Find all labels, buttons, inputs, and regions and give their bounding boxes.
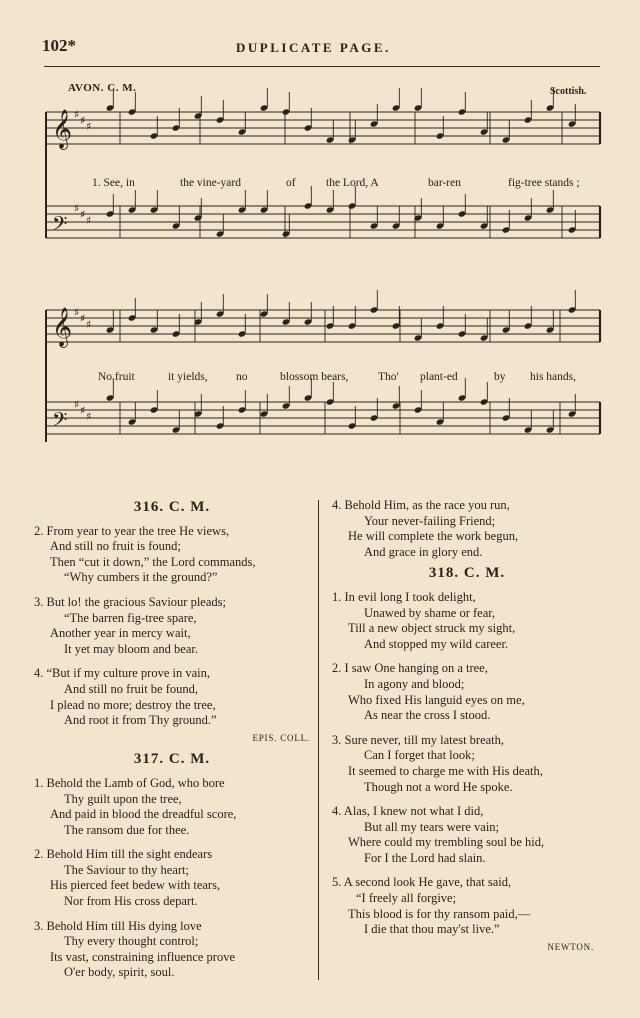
verse-line: “The barren fig-tree spare,	[64, 610, 197, 625]
sharp-icon: ♯	[80, 404, 86, 417]
verse-line: Though not a word He spoke.	[364, 779, 513, 794]
verse-line: Your never-failing Friend;	[364, 513, 496, 528]
lyric-syllable: blossom bears,	[280, 371, 349, 383]
left-column	[34, 494, 310, 990]
verse-line: “Why cumbers it the ground?”	[64, 570, 218, 585]
verse-line: 4. Behold Him, as the race you run,	[332, 498, 510, 512]
lyric-syllable: 1. See, in	[92, 177, 135, 189]
right-column	[332, 498, 602, 955]
hymn-318-title: 318. C. M.	[428, 565, 506, 582]
verse-line: Then “cut it down,” the Lord commands,	[50, 554, 256, 569]
stanza	[332, 804, 602, 866]
hymn-318-attribution: NEWTON.	[547, 941, 594, 952]
page-title: DUPLICATE PAGE.	[236, 40, 391, 55]
verse-line: Till a new object struck my sight,	[348, 621, 516, 636]
tune-composer: Scottish.	[550, 86, 587, 97]
verse-line: Who fixed His languid eyes on me,	[348, 692, 525, 707]
verse-line: The ransom due for thee.	[64, 822, 190, 837]
verse-line: And paid in blood the dreadful score,	[50, 807, 237, 822]
lyric-syllable: plant-ed	[420, 371, 458, 383]
stanza	[34, 776, 310, 838]
sharp-icon: ♯	[80, 208, 86, 221]
lyric-syllable: bar-ren	[428, 177, 461, 189]
verse-line: For I the Lord had slain.	[364, 850, 486, 865]
stanza	[34, 595, 310, 657]
hymn-316-attribution: EPIS. COLL.	[252, 732, 310, 743]
verse-line: Nor from His cross depart.	[64, 894, 198, 909]
treble-clef-icon: 𝄞	[52, 307, 73, 347]
stanza	[34, 919, 310, 981]
verse-line: 2. Behold Him till the sight endears	[34, 847, 213, 862]
lyric-syllable: of	[286, 177, 296, 189]
verse-line: And still no fruit is found;	[50, 539, 181, 554]
treble-clef-icon: 𝄞	[52, 109, 73, 149]
verse-line: Thy every thought control;	[64, 934, 199, 949]
lyric-syllable: No fruit	[98, 371, 135, 383]
verse-line: In agony and blood;	[364, 676, 465, 691]
verse-line: Another year in mercy wait,	[50, 626, 191, 641]
verse-line: 3. Behold Him till His dying love	[34, 918, 202, 933]
music-score	[0, 0, 640, 460]
verse-line: And grace in glory end.	[364, 544, 483, 559]
verse-line: His pierced feet bedew with tears,	[50, 878, 221, 893]
verse-line: 2. I saw One hanging on a tree,	[332, 661, 488, 676]
stanza	[332, 590, 602, 652]
stanza	[34, 847, 310, 909]
stanza	[34, 524, 310, 586]
page-number: 102*	[42, 36, 76, 55]
sharp-icon: ♯	[74, 108, 80, 121]
verse-line: 3. Sure never, till my latest breath,	[332, 732, 505, 747]
verse-line: 3. But lo! the gracious Saviour pleads;	[34, 594, 226, 609]
lyric-syllable: fig-tree stands ;	[508, 177, 580, 189]
sharp-icon: ♯	[86, 410, 92, 423]
verse-line: “I freely all forgive;	[356, 891, 457, 906]
lyric-syllable: Tho'	[378, 371, 399, 383]
hymn-317-title: 317. C. M.	[133, 751, 211, 768]
verse-line: Where could my trembling soul be hid,	[348, 835, 545, 850]
verse-line: This blood is for thy ransom paid,—	[348, 906, 531, 921]
verse-line: The Saviour to thy heart;	[64, 862, 189, 877]
sharp-icon: ♯	[74, 306, 80, 319]
verse-line: And stopped my wild career.	[364, 636, 509, 651]
verse-line: As near the cross I stood.	[364, 708, 491, 723]
verse-line: And still no fruit be found,	[64, 681, 199, 696]
lyric-syllable: the Lord, A	[326, 177, 379, 189]
verse-line: 1. Behold the Lamb of God, who bore	[34, 775, 225, 790]
verse-line: 4. Alas, I knew not what I did,	[332, 804, 484, 819]
verse-line: Can I forget that look;	[364, 748, 475, 763]
sharp-icon: ♯	[74, 202, 80, 215]
verse-line: 5. A second look He gave, that said,	[332, 875, 512, 890]
sharp-icon: ♯	[86, 120, 92, 133]
hymn-316-title: 316. C. M.	[133, 499, 211, 515]
sharp-icon: ♯	[80, 114, 86, 127]
sharp-icon: ♯	[74, 398, 80, 411]
verse-line: O'er body, spirit, soul.	[64, 965, 175, 980]
verse-line: And root it from Thy ground.”	[64, 713, 217, 728]
lyric-syllable: by	[494, 371, 506, 383]
verse-line: He will complete the work begun,	[348, 529, 519, 544]
verse-line: I die that thou may'st live.”	[364, 922, 500, 937]
verse-line: It seemed to charge me with His death,	[348, 763, 543, 778]
verse-line: But all my tears were vain;	[364, 819, 500, 834]
lyric-syllable: it yields,	[168, 371, 208, 383]
verse-line: 2. From year to year the tree He views,	[34, 523, 230, 538]
stanza	[332, 733, 602, 795]
verse-line: It yet may bloom and bear.	[64, 641, 198, 656]
lyric-syllable: the vine-yard	[180, 177, 241, 189]
lyric-syllable: his hands,	[530, 371, 576, 383]
stanza	[332, 875, 602, 937]
verse-line: 4. “But if my culture prove in vain,	[34, 666, 211, 681]
verse-line: Thy guilt upon the tree,	[64, 791, 182, 806]
bass-clef-icon: 𝄢	[52, 212, 68, 240]
sharp-icon: ♯	[86, 214, 92, 227]
sharp-icon: ♯	[86, 318, 92, 331]
stanza	[34, 666, 310, 728]
verse-line: Its vast, constraining influence prove	[50, 949, 236, 964]
verse-line: 1. In evil long I took delight,	[332, 589, 476, 604]
stanza	[332, 498, 602, 560]
verse-line: I plead no more; destroy the tree,	[50, 697, 216, 712]
column-divider	[318, 500, 319, 980]
bass-clef-icon: 𝄢	[52, 408, 68, 436]
sharp-icon: ♯	[80, 312, 86, 325]
verse-line: Unawed by shame or fear,	[364, 605, 496, 620]
stanza	[332, 661, 602, 723]
lyric-syllable: no	[236, 371, 248, 383]
tune-name: AVON. C. M.	[68, 82, 137, 94]
